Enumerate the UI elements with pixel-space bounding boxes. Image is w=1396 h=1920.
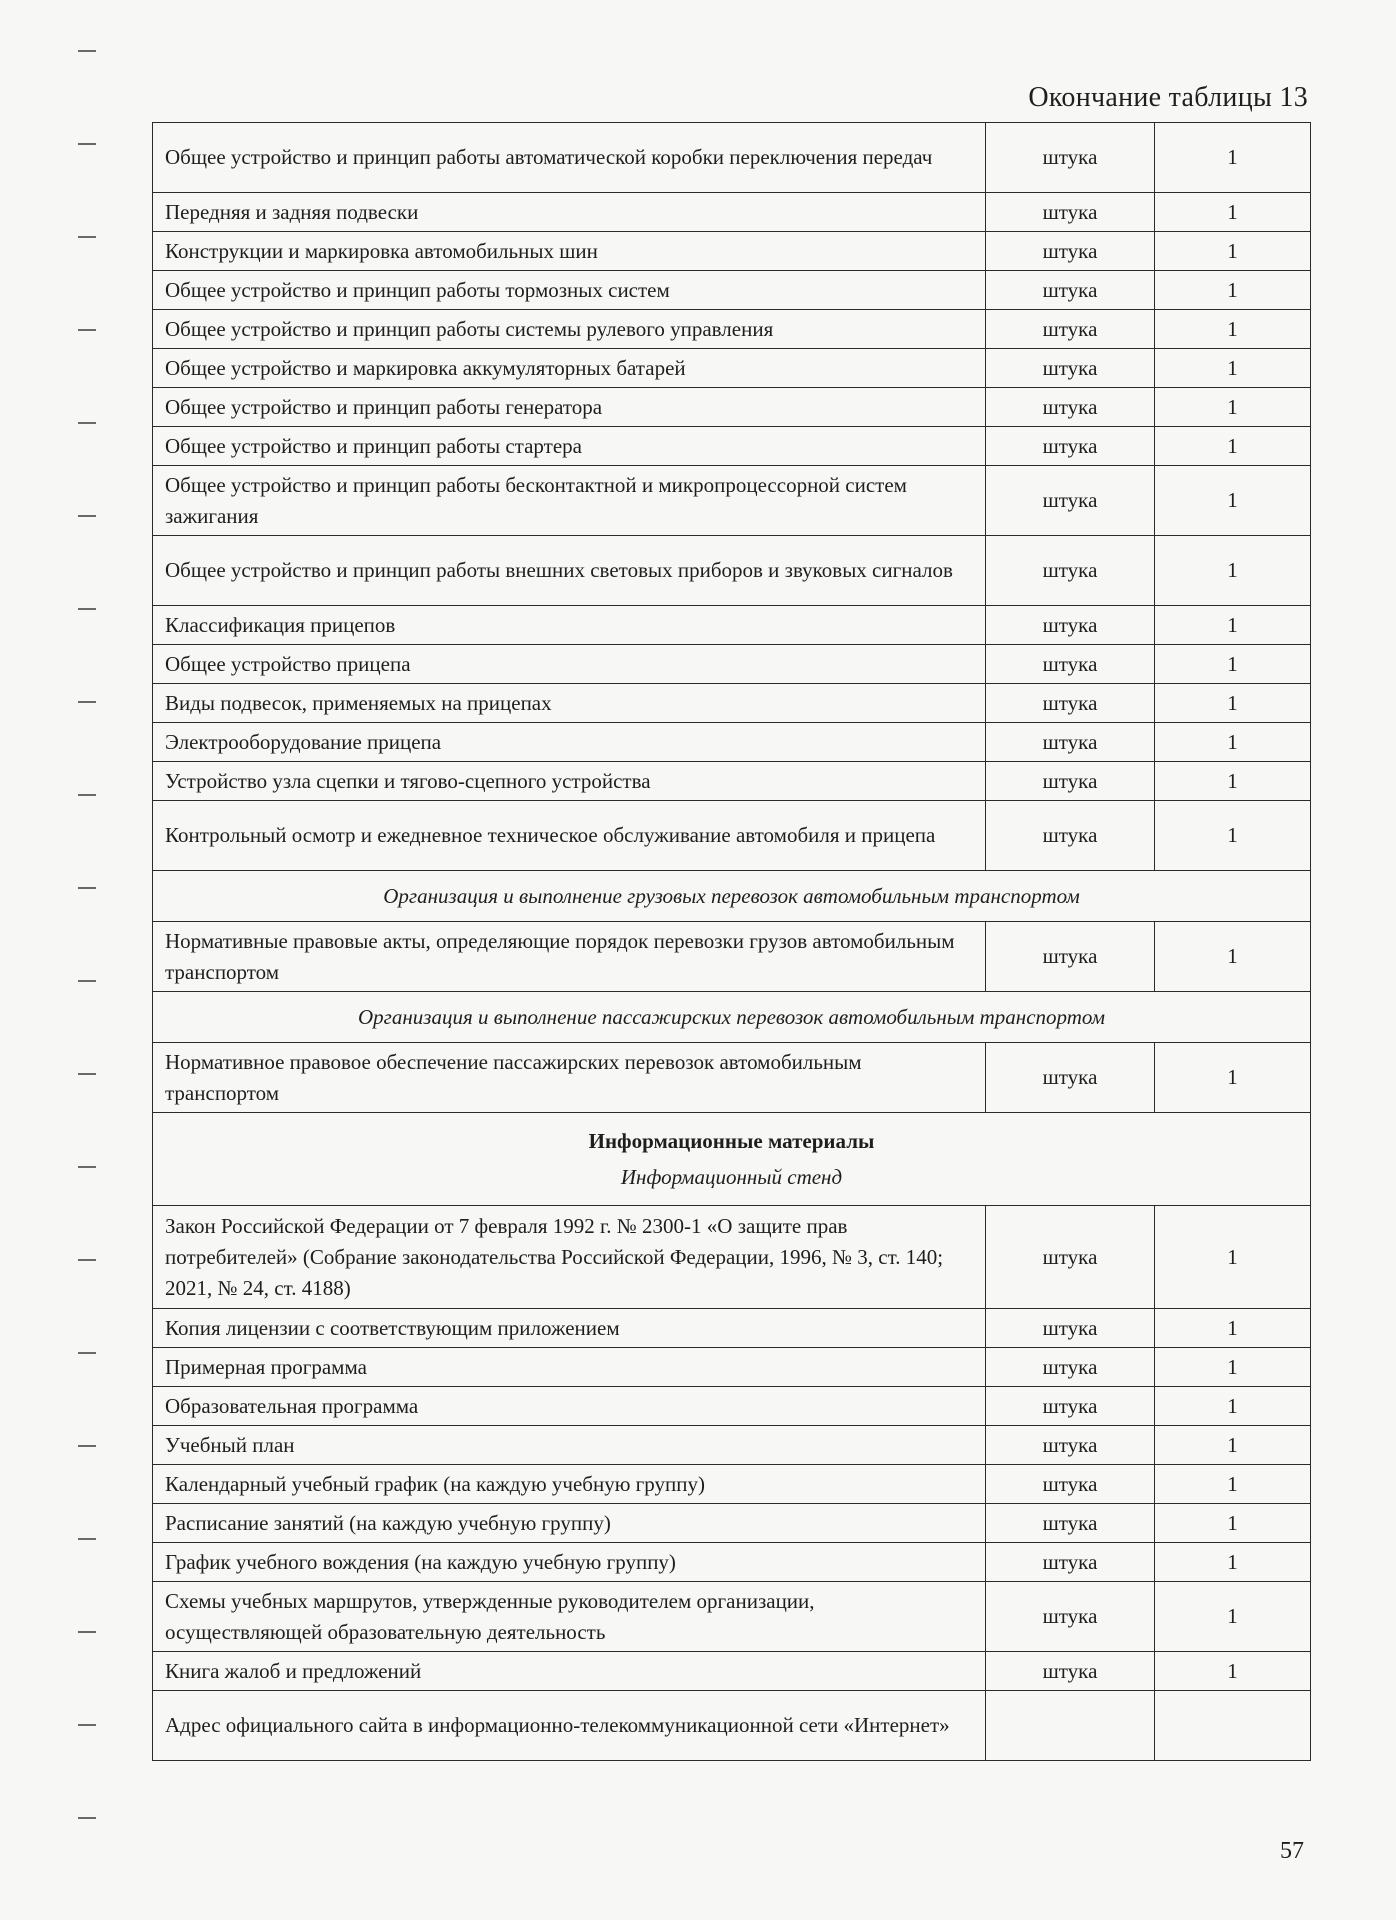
item-name-cell: Общее устройство и принцип работы тормозных систем [153,271,986,310]
unit-cell: штука [986,232,1155,271]
item-name-cell: Классификация прицепов [153,606,986,645]
item-name-cell: Схемы учебных маршрутов, утвержденные руководителем организации, осуществляющей образовательную деятельность [153,1582,986,1652]
binding-mark [78,887,96,889]
quantity-cell: 1 [1155,1652,1311,1691]
section-title: Организация и выполнение грузовых перевозок автомобильным транспортом [153,871,1311,922]
binding-mark [78,608,96,610]
info-header-cell [153,1113,1311,1206]
unit-cell: штука [986,762,1155,801]
item-name-cell: График учебного вождения (на каждую учебную группу) [153,1543,986,1582]
quantity-cell: 1 [1155,1465,1311,1504]
section-title: Организация и выполнение пассажирских перевозок автомобильным транспортом [153,992,1311,1043]
table-row [153,388,1311,427]
unit-cell: штука [986,1504,1155,1543]
table-row [153,1691,1311,1761]
unit-cell: штука [986,645,1155,684]
quantity-cell: 1 [1155,123,1311,193]
table-row [153,723,1311,762]
quantity-cell: 1 [1155,606,1311,645]
item-name-cell: Общее устройство и принцип работы генератора [153,388,986,427]
binding-mark [78,1445,96,1447]
binding-mark [78,980,96,982]
table-row [153,762,1311,801]
page-number: 57 [1280,1838,1304,1864]
binding-mark [78,1259,96,1261]
table-caption: Окончание таблицы 13 [1028,82,1308,113]
table-row [153,922,1311,992]
table-row [153,1426,1311,1465]
table-row [153,1206,1311,1309]
item-name-cell: Закон Российской Федерации от 7 февраля 1992 г. № 2300-1 «О защите прав потребителей» (Собрание законодательства Российской Федерации, 1996, № 3, ст. 140; 2021, № 24, ст. 4188) [153,1206,986,1309]
quantity-cell [1155,1691,1311,1761]
quantity-cell: 1 [1155,536,1311,606]
quantity-cell: 1 [1155,466,1311,536]
table-row [153,606,1311,645]
section-header-row [153,871,1311,922]
binding-mark [78,1631,96,1633]
unit-cell: штука [986,1465,1155,1504]
item-name-cell: Образовательная программа [153,1387,986,1426]
unit-cell: штука [986,801,1155,871]
item-name-cell: Устройство узла сцепки и тягово-сцепного устройства [153,762,986,801]
table-row [153,1309,1311,1348]
quantity-cell: 1 [1155,1387,1311,1426]
table-row [153,232,1311,271]
table-row [153,310,1311,349]
quantity-cell: 1 [1155,271,1311,310]
table-row [153,1465,1311,1504]
table-row [153,645,1311,684]
unit-cell: штука [986,684,1155,723]
info-header-row [153,1113,1311,1206]
binding-mark [78,329,96,331]
quantity-cell: 1 [1155,232,1311,271]
binding-mark [78,1166,96,1168]
unit-cell: штука [986,1582,1155,1652]
item-name-cell: Общее устройство и принцип работы автоматической коробки переключения передач [153,123,986,193]
unit-cell: штука [986,427,1155,466]
binding-mark [78,422,96,424]
item-name-cell: Копия лицензии с соответствующим приложением [153,1309,986,1348]
quantity-cell: 1 [1155,762,1311,801]
item-name-cell: Общее устройство прицепа [153,645,986,684]
section-header-row [153,992,1311,1043]
quantity-cell: 1 [1155,193,1311,232]
unit-cell: штука [986,1206,1155,1309]
unit-cell: штука [986,1309,1155,1348]
quantity-cell: 1 [1155,1582,1311,1652]
quantity-cell: 1 [1155,1426,1311,1465]
quantity-cell: 1 [1155,1543,1311,1582]
table-row [153,1043,1311,1113]
table-row [153,1504,1311,1543]
unit-cell: штука [986,123,1155,193]
item-name-cell: Нормативные правовые акты, определяющие порядок перевозки грузов автомобильным транспортом [153,922,986,992]
binding-mark [78,794,96,796]
item-name-cell: Нормативное правовое обеспечение пассажирских перевозок автомобильным транспортом [153,1043,986,1113]
unit-cell: штука [986,271,1155,310]
item-name-cell: Общее устройство и маркировка аккумуляторных батарей [153,349,986,388]
item-name-cell: Календарный учебный график (на каждую учебную группу) [153,1465,986,1504]
binding-mark [78,1352,96,1354]
item-name-cell: Адрес официального сайта в информационно-телекоммуникационной сети «Интернет» [153,1691,986,1761]
binding-mark [78,1724,96,1726]
quantity-cell: 1 [1155,1309,1311,1348]
item-name-cell: Общее устройство и принцип работы системы рулевого управления [153,310,986,349]
item-name-cell: Передняя и задняя подвески [153,193,986,232]
unit-cell: штука [986,606,1155,645]
quantity-cell: 1 [1155,684,1311,723]
unit-cell: штука [986,723,1155,762]
quantity-cell: 1 [1155,1504,1311,1543]
item-name-cell: Общее устройство и принцип работы внешних световых приборов и звуковых сигналов [153,536,986,606]
item-name-cell: Книга жалоб и предложений [153,1652,986,1691]
unit-cell: штука [986,388,1155,427]
item-name-cell: Контрольный осмотр и ежедневное техническое обслуживание автомобиля и прицепа [153,801,986,871]
quantity-cell: 1 [1155,645,1311,684]
quantity-cell: 1 [1155,801,1311,871]
unit-cell: штука [986,1543,1155,1582]
item-name-cell: Виды подвесок, применяемых на прицепах [153,684,986,723]
unit-cell: штука [986,1652,1155,1691]
unit-cell: штука [986,349,1155,388]
table-row [153,801,1311,871]
unit-cell [986,1691,1155,1761]
binding-mark [78,50,96,52]
unit-cell: штука [986,310,1155,349]
table-row [153,1348,1311,1387]
binding-mark [78,1073,96,1075]
table-row [153,1543,1311,1582]
table-row [153,123,1311,193]
table-row [153,349,1311,388]
table-row [153,536,1311,606]
binding-mark [78,701,96,703]
equipment-table [152,122,1311,1761]
unit-cell: штука [986,1348,1155,1387]
quantity-cell: 1 [1155,1348,1311,1387]
binding-mark [78,1817,96,1819]
unit-cell: штука [986,922,1155,992]
item-name-cell: Общее устройство и принцип работы бесконтактной и микропроцессорной систем зажигания [153,466,986,536]
table-row [153,1582,1311,1652]
quantity-cell: 1 [1155,922,1311,992]
table-row [153,271,1311,310]
binding-mark [78,1538,96,1540]
binding-mark [78,236,96,238]
info-subtitle: Информационный стенд [620,1165,843,1189]
unit-cell: штука [986,466,1155,536]
item-name-cell: Общее устройство и принцип работы стартера [153,427,986,466]
quantity-cell: 1 [1155,1206,1311,1309]
unit-cell: штука [986,536,1155,606]
quantity-cell: 1 [1155,388,1311,427]
unit-cell: штука [986,193,1155,232]
table-row [153,427,1311,466]
item-name-cell: Учебный план [153,1426,986,1465]
quantity-cell: 1 [1155,723,1311,762]
binding-mark [78,143,96,145]
binding-marks [78,0,98,1920]
table-row [153,466,1311,536]
quantity-cell: 1 [1155,1043,1311,1113]
item-name-cell: Примерная программа [153,1348,986,1387]
item-name-cell: Конструкции и маркировка автомобильных шин [153,232,986,271]
unit-cell: штука [986,1426,1155,1465]
table-row [153,1652,1311,1691]
table-row [153,1387,1311,1426]
unit-cell: штука [986,1387,1155,1426]
quantity-cell: 1 [1155,349,1311,388]
quantity-cell: 1 [1155,310,1311,349]
item-name-cell: Расписание занятий (на каждую учебную группу) [153,1504,986,1543]
info-title: Информационные материалы [588,1129,875,1153]
table-row [153,684,1311,723]
binding-mark [78,515,96,517]
quantity-cell: 1 [1155,427,1311,466]
item-name-cell: Электрооборудование прицепа [153,723,986,762]
unit-cell: штука [986,1043,1155,1113]
table-row [153,193,1311,232]
